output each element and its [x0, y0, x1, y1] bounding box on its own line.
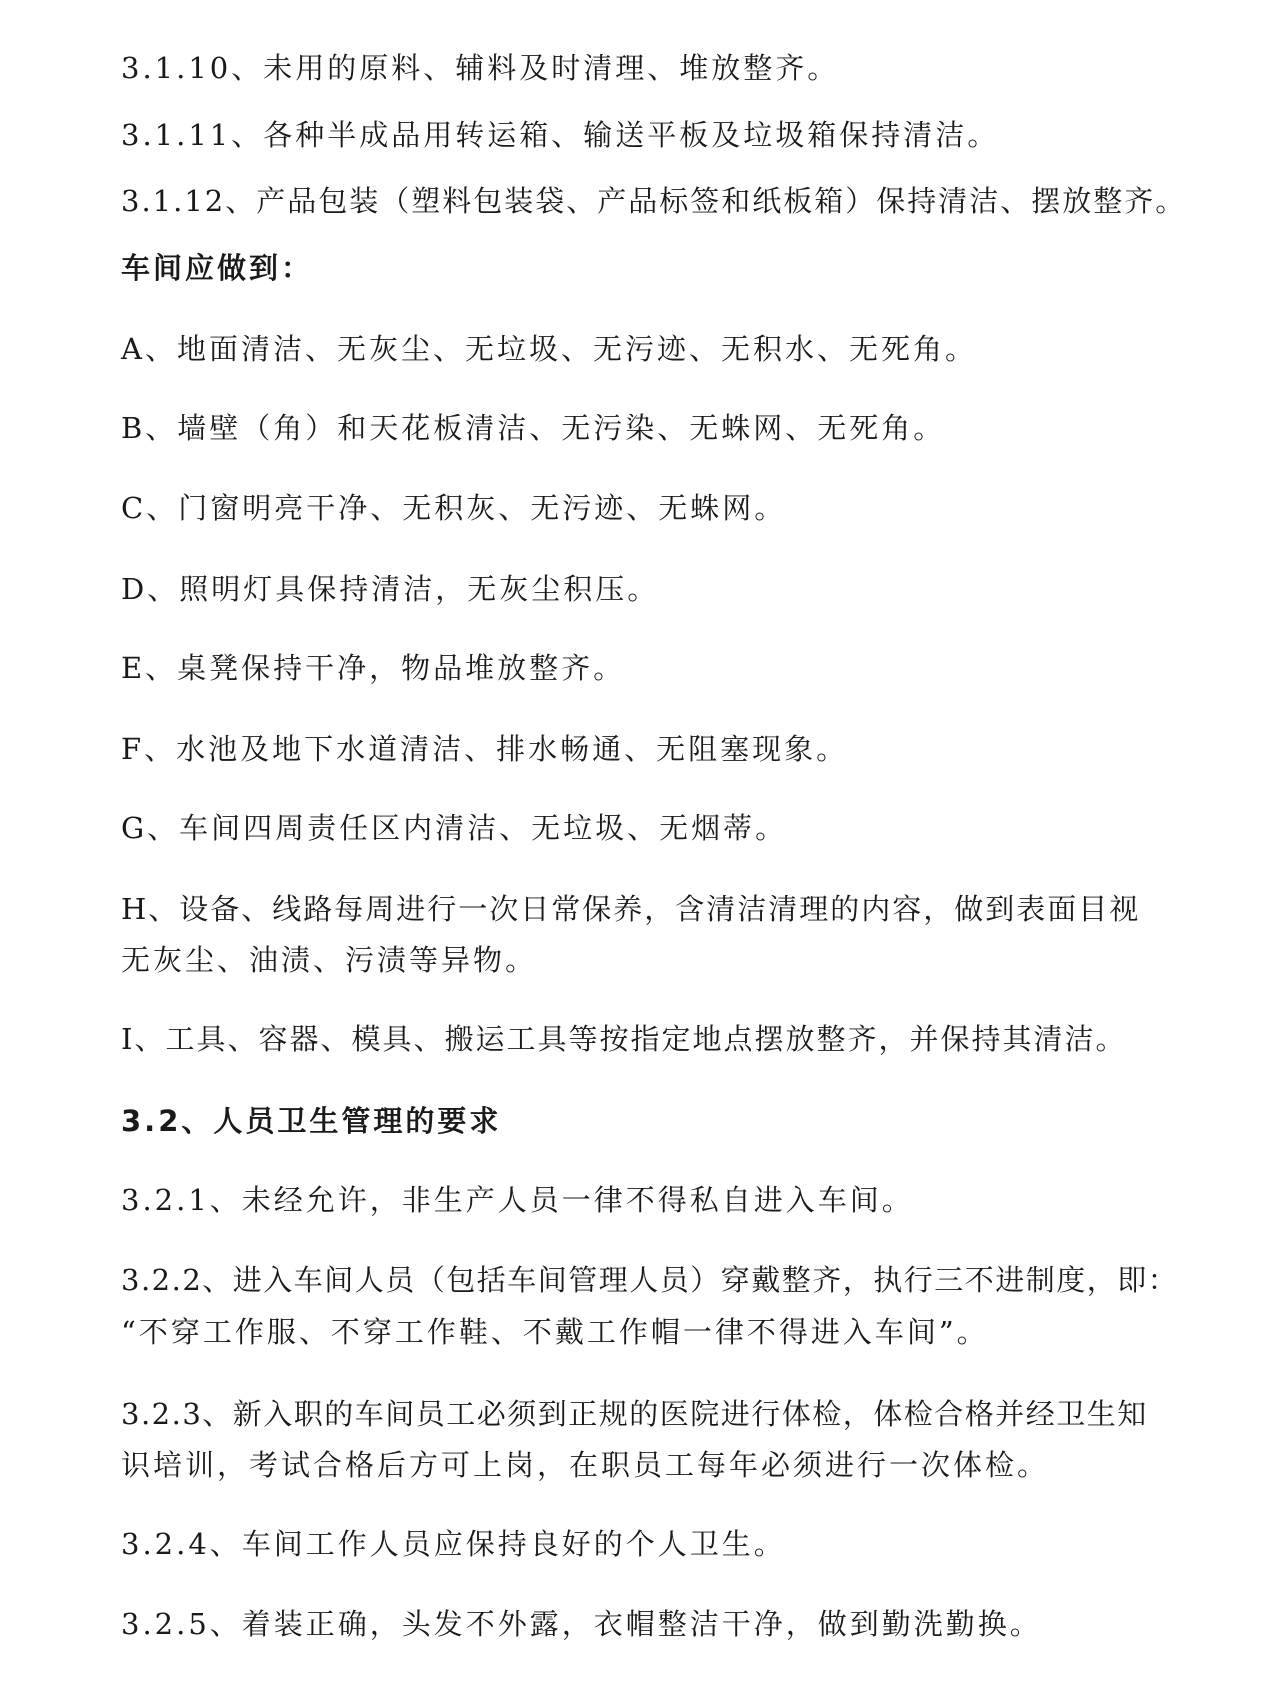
item-d: D、照明灯具保持清洁，无灰尘积压。 — [121, 572, 660, 606]
item-e: E、桌凳保持干净，物品堆放整齐。 — [121, 651, 626, 685]
item-a: A、地面清洁、无灰尘、无垃圾、无污迹、无积水、无死角。 — [121, 332, 977, 366]
clause-3-1-10: 3.1.10、未用的原料、辅料及时清理、堆放整齐。 — [121, 51, 840, 85]
clause-3-2-3-line1: 3.2.3、新入职的车间员工必须到正规的医院进行体检，体检合格并经卫生知 — [121, 1397, 1148, 1431]
section-3-2-heading: 3.2、人员卫生管理的要求 — [121, 1104, 502, 1138]
item-i: I、工具、容器、模具、搬运工具等按指定地点摆放整齐，并保持其清洁。 — [121, 1022, 1127, 1056]
item-c: C、门窗明亮干净、无积灰、无污迹、无蛛网。 — [121, 491, 787, 525]
clause-3-2-1: 3.2.1、未经允许，非生产人员一律不得私自进入车间。 — [121, 1183, 914, 1217]
item-f: F、水池及地下水道清洁、排水畅通、无阻塞现象。 — [121, 732, 849, 766]
clause-3-1-11: 3.1.11、各种半成品用转运箱、输送平板及垃圾箱保持清洁。 — [121, 118, 1000, 152]
clause-3-2-2-line1: 3.2.2、进入车间人员（包括车间管理人员）穿戴整齐，执行三不进制度，即： — [121, 1263, 1179, 1297]
item-h-line2: 无灰尘、油渍、污渍等异物。 — [121, 943, 538, 977]
clause-3-2-3-line2: 识培训，考试合格后方可上岗，在职员工每年必须进行一次体检。 — [121, 1448, 1050, 1482]
item-h-line1: H、设备、线路每周进行一次日常保养，含清洁清理的内容，做到表面目视 — [121, 892, 1141, 926]
clause-3-2-4: 3.2.4、车间工作人员应保持良好的个人卫生。 — [121, 1527, 786, 1561]
workshop-heading: 车间应做到： — [121, 251, 314, 285]
item-g: G、车间四周责任区内清洁、无垃圾、无烟蒂。 — [121, 811, 788, 845]
clause-3-2-2-line2: “不穿工作服、不穿工作鞋、不戴工作帽一律不得进入车间”。 — [121, 1315, 989, 1349]
clause-3-1-12: 3.1.12、产品包装（塑料包装袋、产品标签和纸板箱）保持清洁、摆放整齐。 — [121, 184, 1187, 218]
item-b: B、墙壁（角）和天花板清洁、无污染、无蛛网、无死角。 — [121, 411, 946, 445]
clause-3-2-5: 3.2.5、着装正确，头发不外露，衣帽整洁干净，做到勤洗勤换。 — [121, 1607, 1042, 1641]
